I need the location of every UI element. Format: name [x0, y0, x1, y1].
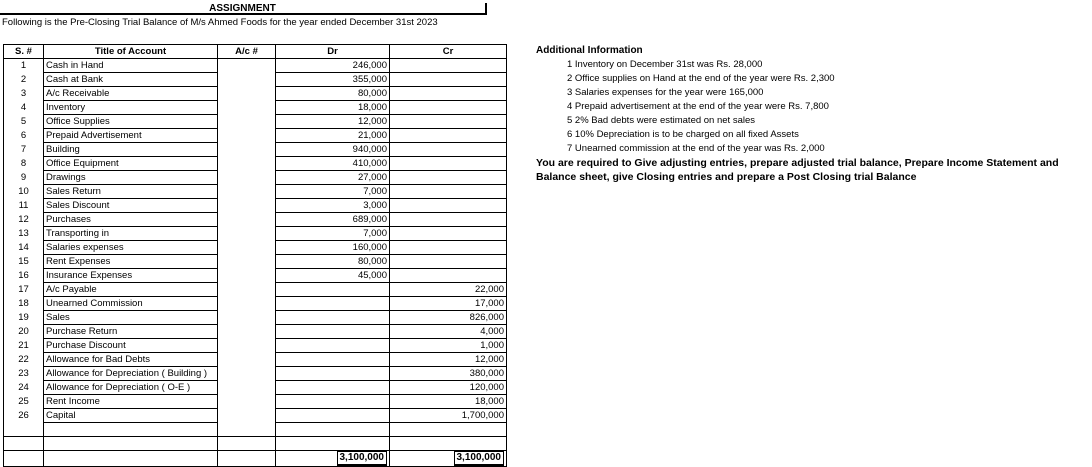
row-sn: 12	[4, 213, 44, 227]
row-sn: 2	[4, 73, 44, 87]
row-title: Purchase Return	[44, 325, 218, 339]
row-cr: 4,000	[390, 325, 507, 339]
row-sn: 6	[4, 129, 44, 143]
row-dr: 3,000	[276, 199, 390, 213]
row-cr	[390, 227, 507, 241]
blank-cell	[218, 437, 276, 451]
table-row	[4, 73, 507, 87]
additional-information	[536, 44, 1086, 184]
row-title: Capital	[44, 409, 218, 423]
table-row	[4, 171, 507, 185]
row-cr: 22,000	[390, 283, 507, 297]
row-ac	[218, 269, 276, 283]
table-row	[4, 353, 507, 367]
row-dr: 21,000	[276, 129, 390, 143]
row-ac	[218, 297, 276, 311]
row-ac	[218, 59, 276, 73]
table-row	[4, 157, 507, 171]
row-cr	[390, 87, 507, 101]
row-sn: 14	[4, 241, 44, 255]
total-dr: 3,100,000	[337, 451, 388, 466]
total-dr-cell	[276, 451, 390, 467]
trial-balance-table	[3, 44, 507, 467]
row-cr	[390, 255, 507, 269]
blank-cell	[276, 423, 390, 437]
row-ac	[218, 227, 276, 241]
row-sn: 3	[4, 87, 44, 101]
row-title: Allowance for Depreciation ( Building )	[44, 367, 218, 381]
table-row	[4, 367, 507, 381]
row-sn: 11	[4, 199, 44, 213]
row-title: Sales Return	[44, 185, 218, 199]
row-title: Cash at Bank	[44, 73, 218, 87]
row-title: Office Equipment	[44, 157, 218, 171]
row-dr	[276, 311, 390, 325]
blank-cell	[218, 423, 276, 437]
row-ac	[218, 339, 276, 353]
additional-info-item: 2 Office supplies on Hand at the end of the year were Rs. 2,300	[567, 73, 835, 84]
row-sn: 18	[4, 297, 44, 311]
additional-info-item: 4 Prepaid advertisement at the end of the year were Rs. 7,800	[567, 101, 829, 112]
additional-info-item: 5 2% Bad debts were estimated on net sales	[567, 115, 756, 126]
row-dr	[276, 409, 390, 423]
row-ac	[218, 185, 276, 199]
blank-cell	[390, 437, 507, 451]
additional-info-item: 7 Unearned commission at the end of the year was Rs. 2,000	[567, 143, 825, 154]
row-cr	[390, 185, 507, 199]
row-dr: 45,000	[276, 269, 390, 283]
table-row	[4, 255, 507, 269]
table-row	[4, 269, 507, 283]
row-dr: 7,000	[276, 185, 390, 199]
row-cr: 380,000	[390, 367, 507, 381]
row-cr	[390, 157, 507, 171]
table-row	[4, 381, 507, 395]
row-ac	[218, 409, 276, 423]
row-ac	[218, 73, 276, 87]
additional-info-item: 1 Inventory on December 31st was Rs. 28,000	[567, 59, 763, 70]
additional-info-item: 3 Salaries expenses for the year were 165,000	[567, 87, 764, 98]
row-sn: 10	[4, 185, 44, 199]
row-dr: 27,000	[276, 171, 390, 185]
row-cr	[390, 59, 507, 73]
row-sn: 25	[4, 395, 44, 409]
row-ac	[218, 157, 276, 171]
table-row	[4, 115, 507, 129]
row-cr	[390, 171, 507, 185]
table-row	[4, 227, 507, 241]
row-sn: 24	[4, 381, 44, 395]
table-row	[4, 101, 507, 115]
row-dr: 410,000	[276, 157, 390, 171]
row-title: Building	[44, 143, 218, 157]
row-title: Rent Expenses	[44, 255, 218, 269]
row-title: Office Supplies	[44, 115, 218, 129]
table-row	[4, 395, 507, 409]
row-cr	[390, 213, 507, 227]
table-row	[4, 339, 507, 353]
row-sn: 26	[4, 409, 44, 423]
row-sn: 23	[4, 367, 44, 381]
row-dr	[276, 325, 390, 339]
additional-info-list	[536, 58, 1086, 156]
assignment-title: ASSIGNMENT	[0, 3, 487, 15]
row-title: Cash in Hand	[44, 59, 218, 73]
row-dr: 80,000	[276, 87, 390, 101]
row-dr: 18,000	[276, 101, 390, 115]
row-ac	[218, 381, 276, 395]
blank-cell	[276, 437, 390, 451]
row-title: A/c Payable	[44, 283, 218, 297]
row-cr: 120,000	[390, 381, 507, 395]
row-ac	[218, 115, 276, 129]
row-cr	[390, 269, 507, 283]
table-row	[4, 213, 507, 227]
row-title: A/c Receivable	[44, 87, 218, 101]
total-cr: 3,100,000	[454, 451, 505, 466]
row-title: Sales Discount	[44, 199, 218, 213]
row-dr	[276, 381, 390, 395]
row-cr: 17,000	[390, 297, 507, 311]
col-header-sn: S. #	[4, 45, 44, 59]
row-title: Purchases	[44, 213, 218, 227]
blank-cell	[4, 437, 44, 451]
blank-cell	[4, 451, 44, 467]
row-cr: 826,000	[390, 311, 507, 325]
row-title: Allowance for Depreciation ( O-E )	[44, 381, 218, 395]
blank-cell	[44, 451, 218, 467]
row-title: Purchase Discount	[44, 339, 218, 353]
row-sn: 17	[4, 283, 44, 297]
row-ac	[218, 283, 276, 297]
blank-cell	[390, 423, 507, 437]
row-ac	[218, 367, 276, 381]
row-ac	[218, 213, 276, 227]
row-sn: 8	[4, 157, 44, 171]
blank-cell	[44, 437, 218, 451]
row-sn: 5	[4, 115, 44, 129]
table-row	[4, 199, 507, 213]
row-dr	[276, 283, 390, 297]
row-dr	[276, 297, 390, 311]
row-ac	[218, 87, 276, 101]
blank-cell	[218, 451, 276, 467]
row-dr: 689,000	[276, 213, 390, 227]
row-sn: 21	[4, 339, 44, 353]
row-dr: 246,000	[276, 59, 390, 73]
table-row	[4, 87, 507, 101]
col-header-cr: Cr	[390, 45, 507, 59]
table-row	[4, 325, 507, 339]
row-dr	[276, 367, 390, 381]
row-cr	[390, 143, 507, 157]
row-sn: 13	[4, 227, 44, 241]
row-title: Drawings	[44, 171, 218, 185]
row-cr: 18,000	[390, 395, 507, 409]
row-ac	[218, 353, 276, 367]
row-ac	[218, 143, 276, 157]
row-ac	[218, 395, 276, 409]
row-ac	[218, 241, 276, 255]
row-title: Insurance Expenses	[44, 269, 218, 283]
row-cr: 12,000	[390, 353, 507, 367]
trial-balance-body	[4, 59, 507, 423]
row-dr	[276, 395, 390, 409]
row-dr: 940,000	[276, 143, 390, 157]
blank-row	[4, 423, 507, 437]
row-sn: 19	[4, 311, 44, 325]
table-row	[4, 59, 507, 73]
row-title: Inventory	[44, 101, 218, 115]
row-title: Transporting in	[44, 227, 218, 241]
blank-row	[4, 437, 507, 451]
row-cr	[390, 129, 507, 143]
row-title: Sales	[44, 311, 218, 325]
col-header-dr: Dr	[276, 45, 390, 59]
row-title: Allowance for Bad Debts	[44, 353, 218, 367]
total-cr-cell	[390, 451, 507, 467]
table-row	[4, 143, 507, 157]
row-sn: 7	[4, 143, 44, 157]
row-dr: 7,000	[276, 227, 390, 241]
requirement-text: You are required to Give adjusting entries, prepare adjusted trial balance, Prepare Income Statement and Balance sheet, give Closing entries and prepare a Post Closing trial Balance	[536, 157, 1059, 183]
table-row	[4, 241, 507, 255]
additional-info-heading: Additional Information	[536, 45, 643, 56]
row-ac	[218, 129, 276, 143]
totals-row	[4, 451, 507, 467]
additional-info-item: 6 10% Depreciation is to be charged on all fixed Assets	[567, 129, 799, 140]
row-title: Unearned Commission	[44, 297, 218, 311]
row-cr	[390, 241, 507, 255]
blank-cell	[4, 423, 44, 437]
row-cr	[390, 115, 507, 129]
table-row	[4, 297, 507, 311]
row-title: Prepaid Advertisement	[44, 129, 218, 143]
row-title: Salaries expenses	[44, 241, 218, 255]
row-dr	[276, 353, 390, 367]
row-sn: 20	[4, 325, 44, 339]
table-row	[4, 283, 507, 297]
row-ac	[218, 199, 276, 213]
row-cr	[390, 73, 507, 87]
row-cr	[390, 101, 507, 115]
col-header-ac: A/c #	[218, 45, 276, 59]
row-sn: 1	[4, 59, 44, 73]
table-row	[4, 409, 507, 423]
row-sn: 9	[4, 171, 44, 185]
table-header-row	[4, 45, 507, 59]
table-row	[4, 129, 507, 143]
row-sn: 22	[4, 353, 44, 367]
row-cr: 1,700,000	[390, 409, 507, 423]
row-sn: 16	[4, 269, 44, 283]
row-ac	[218, 255, 276, 269]
row-sn: 15	[4, 255, 44, 269]
row-dr: 160,000	[276, 241, 390, 255]
col-header-title: Title of Account	[44, 45, 218, 59]
row-title: Rent Income	[44, 395, 218, 409]
row-dr: 80,000	[276, 255, 390, 269]
row-dr	[276, 339, 390, 353]
row-cr	[390, 199, 507, 213]
row-sn: 4	[4, 101, 44, 115]
row-ac	[218, 325, 276, 339]
row-ac	[218, 171, 276, 185]
table-row	[4, 311, 507, 325]
row-dr: 355,000	[276, 73, 390, 87]
row-dr: 12,000	[276, 115, 390, 129]
row-ac	[218, 311, 276, 325]
row-cr: 1,000	[390, 339, 507, 353]
table-row	[4, 185, 507, 199]
blank-cell	[44, 423, 218, 437]
row-ac	[218, 101, 276, 115]
trial-balance-subtitle: Following is the Pre-Closing Trial Balance of M/s Ahmed Foods for the year ended December 31st 2023	[2, 17, 438, 28]
